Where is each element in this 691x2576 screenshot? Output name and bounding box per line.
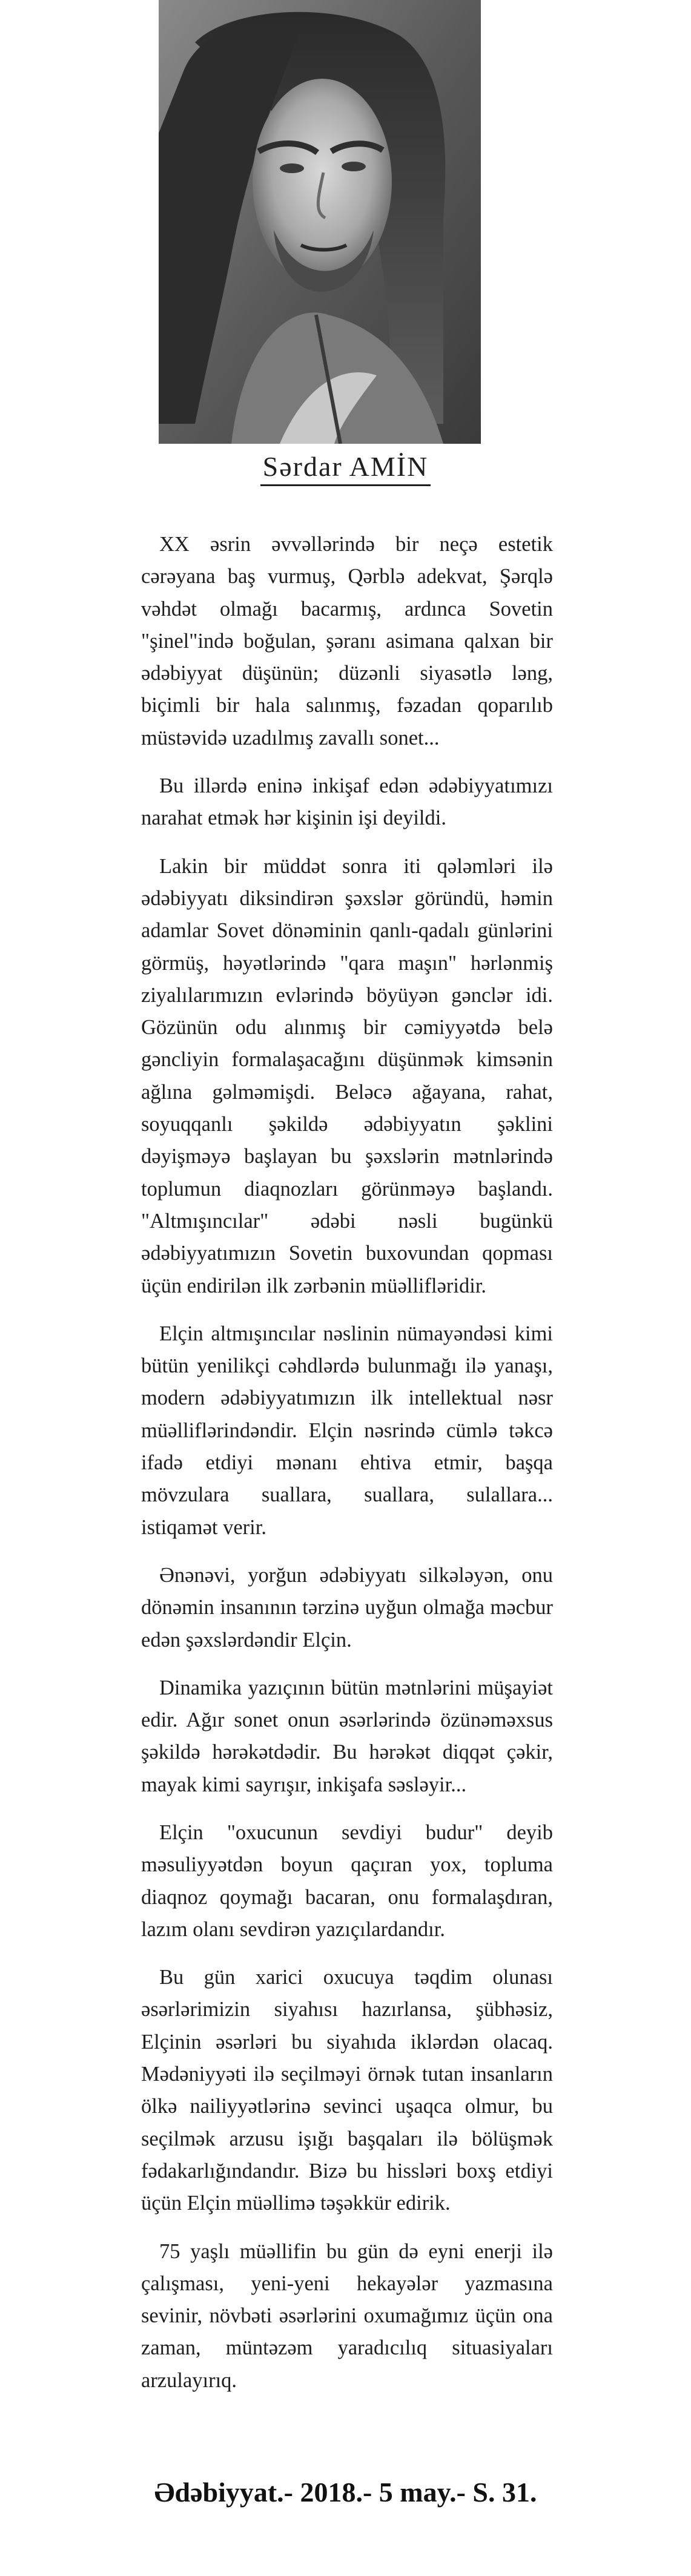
- article-paragraph: Lakin bir müddət sonra iti qələmləri ilə ədəbiyyatı diksindirən şəxslər göründü, həmin adamlar Sovet dönəminin qanlı-qadalı günlərini görmüş, həyətlərində "qara maşın" hərlənmiş ziyalılarımızın evlərində böyüyən gənclər idi. Gözünün odu alınmış bir cəmiyyətdə belə gəncliyin formalaşacağını düşünmək kimsənin ağlına gəlməmişdi. Beləcə ağayana, rahat, soyuqqanlı şəkildə ədəbiyyatın şəklini dəyişməyə başlayan bu şəxslərin mətnlərində toplumun diaqnozları görünməyə başlandı. "Altmışıncılar" ədəbi nəsli bugünkü ədəbiyyatımızın Sovetin buxovundan qopması üçün endirilən ilk zərbənin müəllifləridir.: [141, 854, 553, 1297]
- article-paragraph: XX əsrin əvvəllərində bir neçə estetik cərəyana baş vurmuş, Qərblə adekvat, Şərqlə vəhdət olmağı bacarmış, ardınca Sovetin "şinel"ində boğulan, şəranı asimana qalxan bir ədəbiyyat düşünün; düzənli siyasətlə ləng, biçimli bir hala salınmış, fəzadan qoparılıb müstəvidə uzadılmış zavallı sonet...: [141, 533, 553, 749]
- article-paragraph: Bu gün xarici oxucuya təqdim olunası əsərlərimizin siyahısı hazırlansa, şübhəsiz, Elçinin əsərləri bu siyahıda iklərdən olacaq. Mədəniyyəti ilə seçilməyi örnək tutan insanların ölkə nailiyyətlərinə sevinci uşaqca olmur, bu seçilmək arzusu işığı başqaları ilə bölüşmək fədakarlığındandır. Bizə bu hissləri boxş etdiyi üçün Elçin müəllimə təşəkkür edirik.: [141, 1966, 553, 2215]
- portrait-photo-icon: [159, 0, 481, 444]
- source-citation: Ədəbiyyat.- 2018.- 5 may.- S. 31.: [154, 2477, 537, 2508]
- article-paragraph: Bu illərdə eninə inkişaf edən ədəbiyyatımızı narahat etmək hər kişinin işi deyildi.: [141, 774, 553, 830]
- author-portrait: [159, 0, 481, 444]
- author-name-text: Sərdar AMİN: [260, 450, 431, 486]
- article-paragraph: Dinamika yazıçının bütün mətnlərini müşayiət edir. Ağır sonet onun əsərlərində özünəməxsus şəkildə hərəkətdədir. Bu hərəkət diqqət çəkir, mayak kimi sayrışır, inkişafa səsləyir...: [141, 1676, 553, 1796]
- article-paragraph: Elçin altmışıncılar nəslinin nümayəndəsi kimi bütün yenilikçi cəhdlərdə bulunmağı ilə yanaşı, modern ədəbiyyatımızın ilk intellektual nəsr müəlliflərindəndir. Elçin nəsrində cümlə təkcə ifadə etdiyi mənanı ehtiva etmir, başqa mövzulara suallara, suallara, sulallara... istiqamət verir.: [141, 1322, 553, 1539]
- article-paragraph: 75 yaşlı müəllifin bu gün də eyni enerji ilə çalışması, yeni-yeni hekayələr yazmasına sevinir, növbəti əsərlərini oxumağımız üçün ona zaman, müntəzəm yaradıcılıq situasiyaları arzulayırıq.: [141, 2239, 553, 2392]
- article-body: [141, 529, 553, 2413]
- author-name: [0, 450, 691, 486]
- article-paragraph: Ənənəvi, yorğun ədəbiyyatı silkələyən, onu dönəmin insanının tərzinə uyğun olmağa məcbur edən şəxslərdəndir Elçin.: [141, 1563, 553, 1652]
- article-paragraph: Elçin "oxucunun sevdiyi budur" deyib məsuliyyətdən boyun qaçıran yox, topluma diaqnoz qoymağı bacaran, onu formalaşdıran, lazım olanı sevdirən yazıçılardandır.: [141, 1820, 553, 1941]
